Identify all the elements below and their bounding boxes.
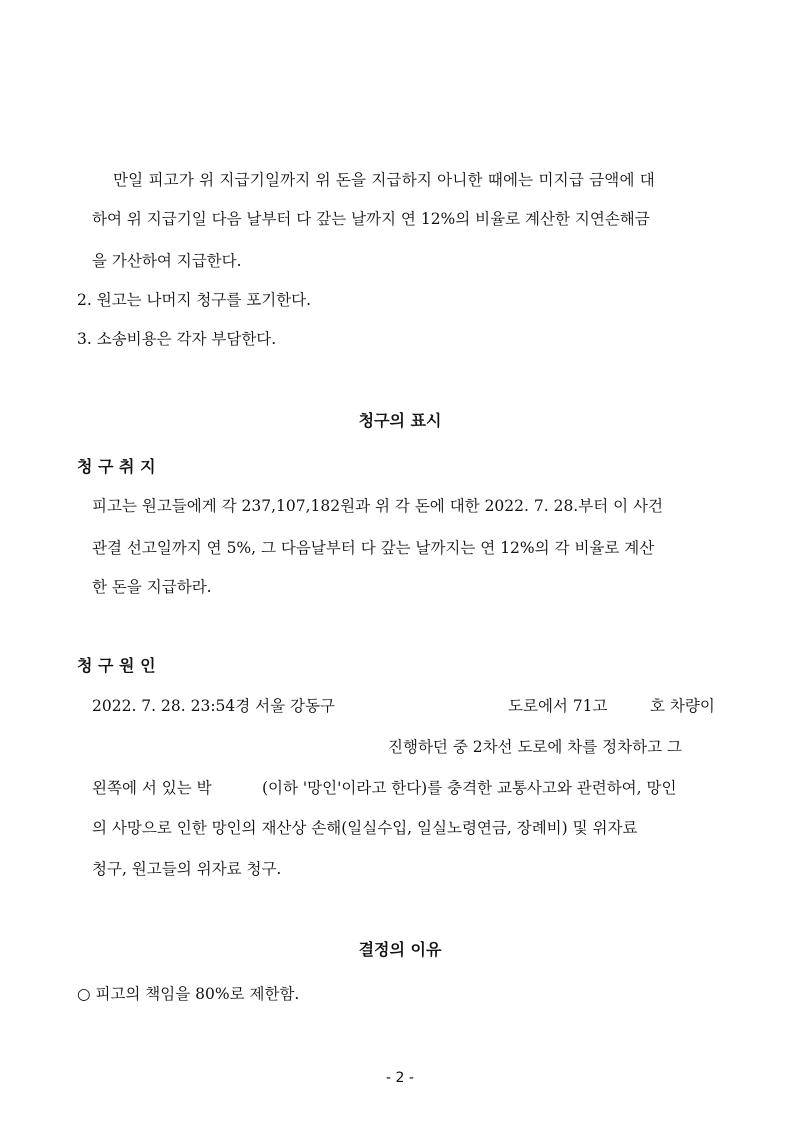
claim-cause-line-4-text: 의 사망으로 인한 망인의 재산상 손해(일실수입, 일실노령연금, 장례비) 및 위자료 — [92, 819, 638, 837]
claim-cause-line-2-text: 진행하던 중 2차선 도로에 차를 정차하고 그 — [388, 738, 682, 756]
claim-cause-line-1c-text: 호 차량이 — [650, 697, 715, 715]
page-number: - 2 - — [386, 1070, 414, 1086]
item-2 — [77, 290, 311, 310]
claim-purpose-line-2 — [92, 538, 654, 558]
claim-cause-line-1b — [508, 696, 608, 716]
claim-cause-line-3a — [92, 778, 212, 798]
item-3 — [77, 329, 276, 349]
reason-item — [77, 984, 299, 1004]
claim-purpose-heading: 청 구 취 지 — [77, 457, 156, 476]
claim-cause-line-3a-text: 왼쪽에 서 있는 박 — [92, 779, 212, 797]
claim-cause-line-4 — [92, 818, 637, 838]
claim-cause-line-1c — [650, 696, 715, 716]
item-2-text: 2. 원고는 나머지 청구를 포기한다. — [77, 291, 312, 309]
claim-cause-line-1a — [92, 696, 335, 716]
claim-cause-line-5-text: 청구, 원고들의 위자료 청구. — [92, 860, 282, 878]
reason-section-title: 결정의 이유 — [358, 940, 442, 959]
claim-section-title: 청구의 표시 — [358, 411, 442, 430]
claim-cause-line-3b — [262, 778, 676, 798]
delay-paragraph-line-2-text: 하여 위 지급기일 다음 날부터 다 갚는 날까지 연 12%의 비율로 계산한 지연손해금 — [92, 210, 650, 228]
item-3-text: 3. 소송비용은 각자 부담한다. — [77, 330, 277, 348]
claim-purpose-line-1-text: 피고는 원고들에게 각 237,107,182원과 위 각 돈에 대한 2022. 7. 28.부터 이 사건 — [92, 497, 663, 515]
delay-paragraph-line-3 — [92, 251, 242, 271]
delay-paragraph-line-2 — [92, 209, 650, 229]
delay-paragraph-line-3-text: 을 가산하여 지급한다. — [92, 252, 242, 270]
claim-purpose-line-3 — [92, 577, 212, 597]
claim-cause-line-1a-text: 2022. 7. 28. 23:54경 서울 강동구 — [92, 697, 335, 715]
delay-paragraph-line-1 — [113, 170, 720, 190]
claim-cause-line-1b-text: 도로에서 71고 — [508, 697, 608, 715]
claim-cause-heading: 청 구 원 인 — [77, 656, 156, 675]
delay-paragraph-line-1-text: 만일 피고가 위 지급기일까지 위 돈을 지급하지 아니한 때에는 미지급 금액에 대 — [113, 171, 655, 189]
claim-purpose-line-2-text: 관결 선고일까지 연 5%, 그 다음날부터 다 갚는 날까지는 연 12%의 각 비율로 계산 — [92, 539, 655, 557]
claim-purpose-line-3-text: 한 돈을 지급하라. — [92, 578, 212, 596]
claim-purpose-line-1 — [92, 496, 663, 516]
claim-cause-line-3b-text: (이하 '망인'이라고 한다)를 충격한 교통사고와 관련하여, 망인 — [262, 779, 677, 797]
claim-cause-line-5 — [92, 859, 281, 879]
reason-item-text: ○ 피고의 책임을 80%로 제한함. — [77, 985, 300, 1003]
claim-cause-line-2 — [388, 737, 682, 757]
